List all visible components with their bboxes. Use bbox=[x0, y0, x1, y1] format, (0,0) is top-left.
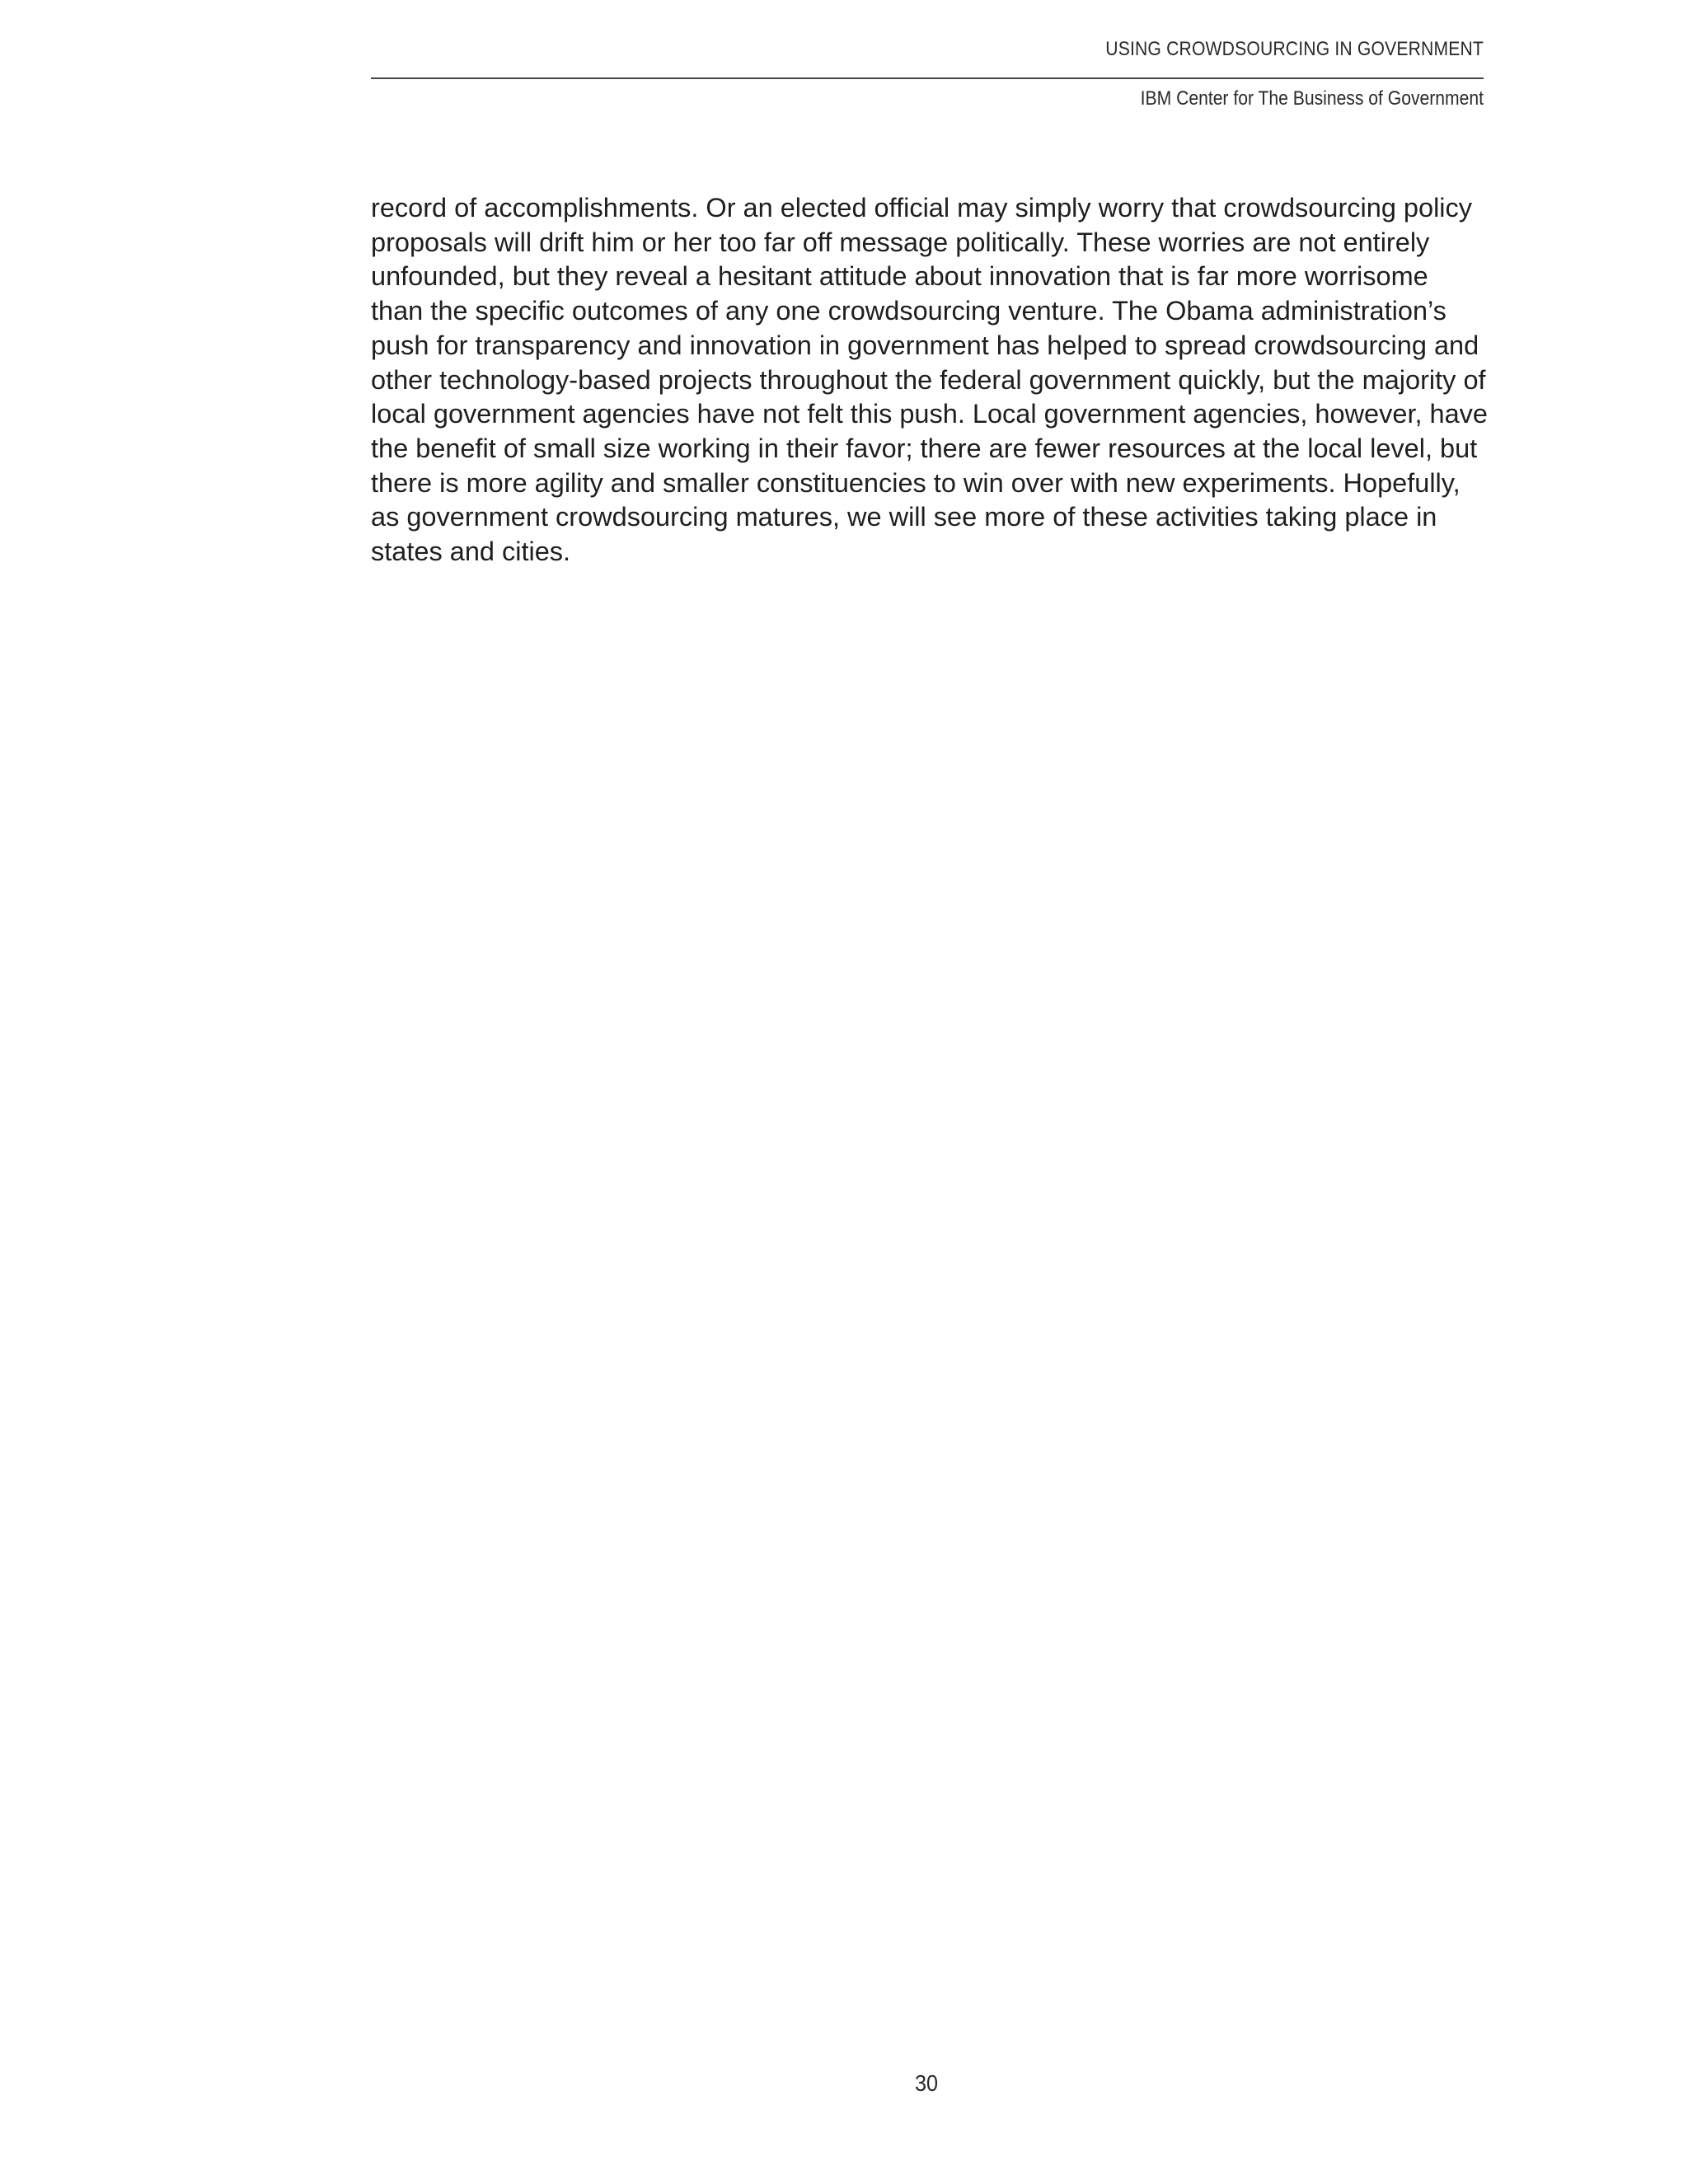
running-header-title: USING CROWDSOURCING IN GOVERNMENT bbox=[1105, 38, 1484, 60]
body-line: the benefit of small size working in their favor; there are fewer resources at the local level, but bbox=[371, 433, 1478, 463]
body-line: other technology-based projects throughout the federal government quickly, but the majority of bbox=[371, 364, 1486, 395]
body-line: as government crowdsourcing matures, we will see more of these activities taking place in bbox=[371, 502, 1437, 532]
body-line: local government agencies have not felt this push. Local government agencies, however, have bbox=[371, 399, 1489, 429]
running-header-subtitle: IBM Center for The Business of Government bbox=[1140, 87, 1484, 110]
body-line: proposals will drift him or her too far off message politically. These worries are not entirely bbox=[371, 227, 1430, 257]
body-line: there is more agility and smaller constituencies to win over with new experiments. Hopefully, bbox=[371, 467, 1461, 498]
header-rule bbox=[371, 77, 1484, 79]
body-paragraph bbox=[371, 191, 1489, 569]
body-line: push for transparency and innovation in government has helped to spread crowdsourcing and bbox=[371, 330, 1479, 360]
body-line: states and cities. bbox=[371, 537, 571, 567]
page-number: 30 bbox=[914, 2070, 939, 2096]
body-line: than the specific outcomes of any one crowdsourcing venture. The Obama administration’s bbox=[371, 296, 1447, 326]
body-line: unfounded, but they reveal a hesitant attitude about innovation that is far more worrisome bbox=[371, 261, 1428, 292]
body-line: record of accomplishments. Or an elected official may simply worry that crowdsourcing policy bbox=[371, 193, 1473, 223]
